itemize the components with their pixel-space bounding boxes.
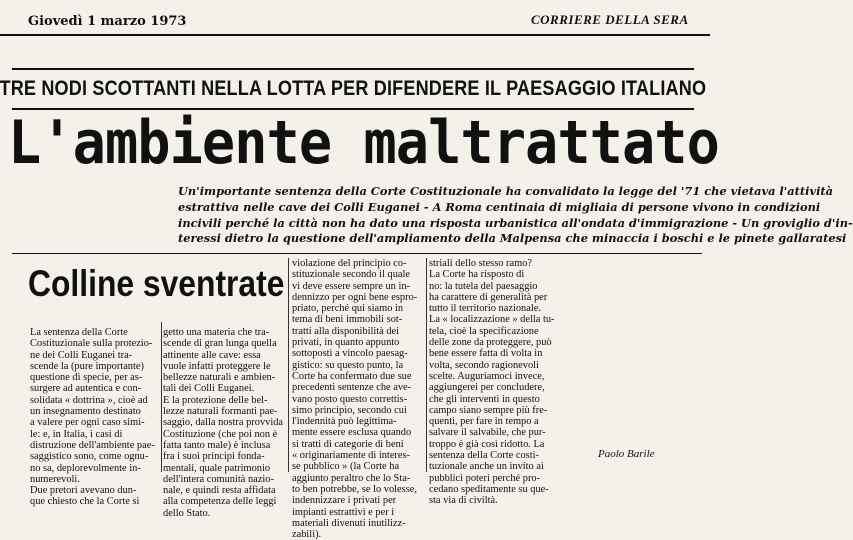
article-text-line: nale, e quindi resta affidata xyxy=(163,485,276,497)
article-text-line: attinente alle cave: essa xyxy=(163,349,261,361)
masthead-rule xyxy=(0,34,710,36)
article-text-line: violazione del principio co- xyxy=(292,258,407,269)
article-text-line: a valere per ogni caso simi- xyxy=(30,417,145,429)
article-text-line: volta, secondo ragionevoli xyxy=(429,359,539,371)
article-text-line: simo principio, secondo cui xyxy=(292,404,407,416)
headline-text: L'ambiente maltrattato xyxy=(8,108,719,178)
deck-line: Un'importante sentenza della Corte Costituzionale ha convalidato la legge del '71 che vietava l'attività xyxy=(178,184,834,198)
article-text-line: stituzionale secondo il quale xyxy=(292,269,411,281)
article-text-line: impianti estrattivi e per i xyxy=(292,506,395,518)
article-text-line: mente essere esclusa quando xyxy=(292,427,412,439)
masthead-newspaper-name: CORRIERE DELLA SERA xyxy=(531,12,689,27)
article-text-line: striali dello stesso ramo? xyxy=(429,258,533,269)
article-text-line: fra i suoi principi fonda- xyxy=(163,451,265,463)
article-text-line: lezze naturali formanti pae- xyxy=(163,406,278,418)
article-text-line: fatta tanto male) è inclusa xyxy=(163,439,271,451)
article-text-line: gistico: su questo punto, la xyxy=(292,359,404,371)
article-text-line: aggiungerei per concludere, xyxy=(429,382,545,394)
article-text-line: tutto il territorio nazionale. xyxy=(429,303,541,315)
article-text-line: bellezze naturali e ambien- xyxy=(163,372,276,384)
article-text-line: distruzione dell'ambiente pae- xyxy=(30,439,155,451)
article-text-line: pubblici poteri perché pro- xyxy=(429,472,541,484)
article-text-line: che gli interventi in questo xyxy=(429,393,540,405)
deck-line: teressi dietro la questione dell'ampliamento della Malpensa che minaccia i boschi e le pinete gallaratesi xyxy=(178,231,847,246)
article-text-line: salvare il salvabile, che pur- xyxy=(429,427,546,439)
article-text-line: sentenza della Corte costi- xyxy=(429,450,539,462)
article-text-line: tema di beni immobili sot- xyxy=(292,314,403,326)
article-text-line: Corte ha confermato due sue xyxy=(292,370,412,382)
article-text-line: mentali, quale patrimonio xyxy=(163,462,271,474)
column-divider xyxy=(288,258,289,472)
article-text-line: tali dei Colli Euganei. xyxy=(163,383,255,395)
article-text-line: tratti alla disponibilità dei xyxy=(292,325,400,337)
article-text-line: solidata « dottrina », cioè ad xyxy=(30,394,148,406)
article-title-text: Colline sventrate xyxy=(28,263,285,304)
article-text-line: no: la tutela del paesaggio xyxy=(429,280,538,292)
column-divider xyxy=(161,322,162,472)
article-text-line: Costituzione (che poi non è xyxy=(163,428,278,440)
article-text-line: La sentenza della Corte xyxy=(30,327,128,338)
article-text-line: vano posto questo correttis- xyxy=(292,393,408,405)
article-text-line: scende la (pure importante) xyxy=(30,360,144,372)
article-column-4 xyxy=(429,258,565,507)
article-text-line: zabili). xyxy=(292,529,322,540)
article-text-line: Due pretori avevano dun- xyxy=(30,485,137,497)
article-text-line: un insegnamento destinato xyxy=(30,406,141,418)
article-column-2 xyxy=(163,327,285,519)
column-divider xyxy=(426,258,427,472)
article-text-line: que chiesto che la Corte si xyxy=(30,496,140,508)
article-text-line: campo siano sempre più fre- xyxy=(429,404,548,416)
article-text-line: si tratti di categorie di beni xyxy=(292,438,404,450)
article-text-line: indennizzare i privati per xyxy=(292,495,397,507)
article-text-line: tuzionale anche un invito ai xyxy=(429,461,544,473)
article-title xyxy=(28,262,285,306)
headline xyxy=(8,108,719,178)
article-text-line: troppo è già così ridotto. La xyxy=(429,438,545,450)
article-text-line: precedenti sentenze che ave- xyxy=(292,382,412,394)
article-column-3 xyxy=(292,258,423,540)
deck-line: incivili perché la città non ha dato una risposta urbanistica all'ondata d'immigrazione - Un groviglio d'in- xyxy=(178,215,853,230)
author-signature: Paolo Barile xyxy=(598,448,655,460)
article-text-line: vi deve essere sempre un in- xyxy=(292,280,411,292)
article-text-line: materiali divenuti inutilizz- xyxy=(292,517,406,529)
article-text-line: le: e, in Italia, i casi di xyxy=(30,428,123,440)
article-text-line: delle zone da proteggere, può xyxy=(429,337,552,349)
article-text-line: aggiunto peraltro che lo Sta- xyxy=(292,472,411,484)
article-text-line: priato, perché qui siamo in xyxy=(292,303,404,315)
article-text-line: bene essere fatta di volta in xyxy=(429,348,543,360)
article-text-line: Costituzionale sulla protezio- xyxy=(30,338,153,350)
article-text-line: questione di specie, per as- xyxy=(30,372,143,384)
article-text-line: scende di gran lunga quella xyxy=(163,338,277,350)
article-text-line: ne dei Colli Euganei tra- xyxy=(30,349,133,361)
article-text-line: scelte. Auguriamoci invece, xyxy=(429,370,545,382)
article-column-1 xyxy=(30,327,158,508)
kicker-text: TRE NODI SCOTTANTI NELLA LOTTA PER DIFENDERE IL PAESAGGIO ITALIANO xyxy=(0,77,707,100)
article-text-line: sta via di civiltà. xyxy=(429,495,498,507)
masthead-date: Giovedì 1 marzo 1973 xyxy=(28,14,187,29)
article-text-line: tela, cioè la specificazione xyxy=(429,325,539,337)
article-text-line: ha carattere di generalità per xyxy=(429,291,548,303)
article-text-line: « originariamente di interes- xyxy=(292,450,411,462)
article-text-line: quenti, per fare in tempo a xyxy=(429,416,539,428)
article-text-line: dell'intera comunità nazio- xyxy=(163,473,274,485)
article-text-line: E la protezione delle bel- xyxy=(163,394,268,406)
article-text-line: privati, in quanto appunto xyxy=(292,337,400,349)
article-text-line: to ben potrebbe, se lo volesse, xyxy=(292,483,417,495)
article-text-line: vuole infatti proteggere le xyxy=(163,360,271,372)
article-text-line: alla competenza delle leggi xyxy=(163,496,277,508)
article-text-line: l'indennità può legittima- xyxy=(292,416,397,428)
article-text-line: saggistico sono, come ognu- xyxy=(30,451,149,463)
article-text-line: surgere ad autentica e con- xyxy=(30,383,142,395)
deck-line: estrattiva nelle cave dei Colli Euganei - A Roma centinaia di migliaia di persone vivono in condizioni xyxy=(178,199,821,214)
article-text-line: dello Stato. xyxy=(163,507,211,519)
article-text-line: getto una materia che tra- xyxy=(163,327,270,338)
article-text-line: La « localizzazione » della tu- xyxy=(429,314,555,326)
article-text-line: se pubblico » (la Corte ha xyxy=(292,461,400,473)
section-rule xyxy=(12,253,702,254)
article-text-line: cedano speditamente su que- xyxy=(429,483,549,495)
article-text-line: La Corte ha risposto di xyxy=(429,269,525,281)
article-text-line: numerevoli. xyxy=(30,473,80,485)
article-text-line: dennizzo per ogni bene espro- xyxy=(292,291,418,303)
article-text-line: saggio, dalla nostra provvida xyxy=(163,417,284,429)
deck-summary xyxy=(178,184,853,247)
kicker-banner xyxy=(0,68,707,110)
article-text-line: sottoposti a vincolo paesag- xyxy=(292,348,408,360)
article-text-line: no sa, deplorevolmente in- xyxy=(30,462,141,474)
